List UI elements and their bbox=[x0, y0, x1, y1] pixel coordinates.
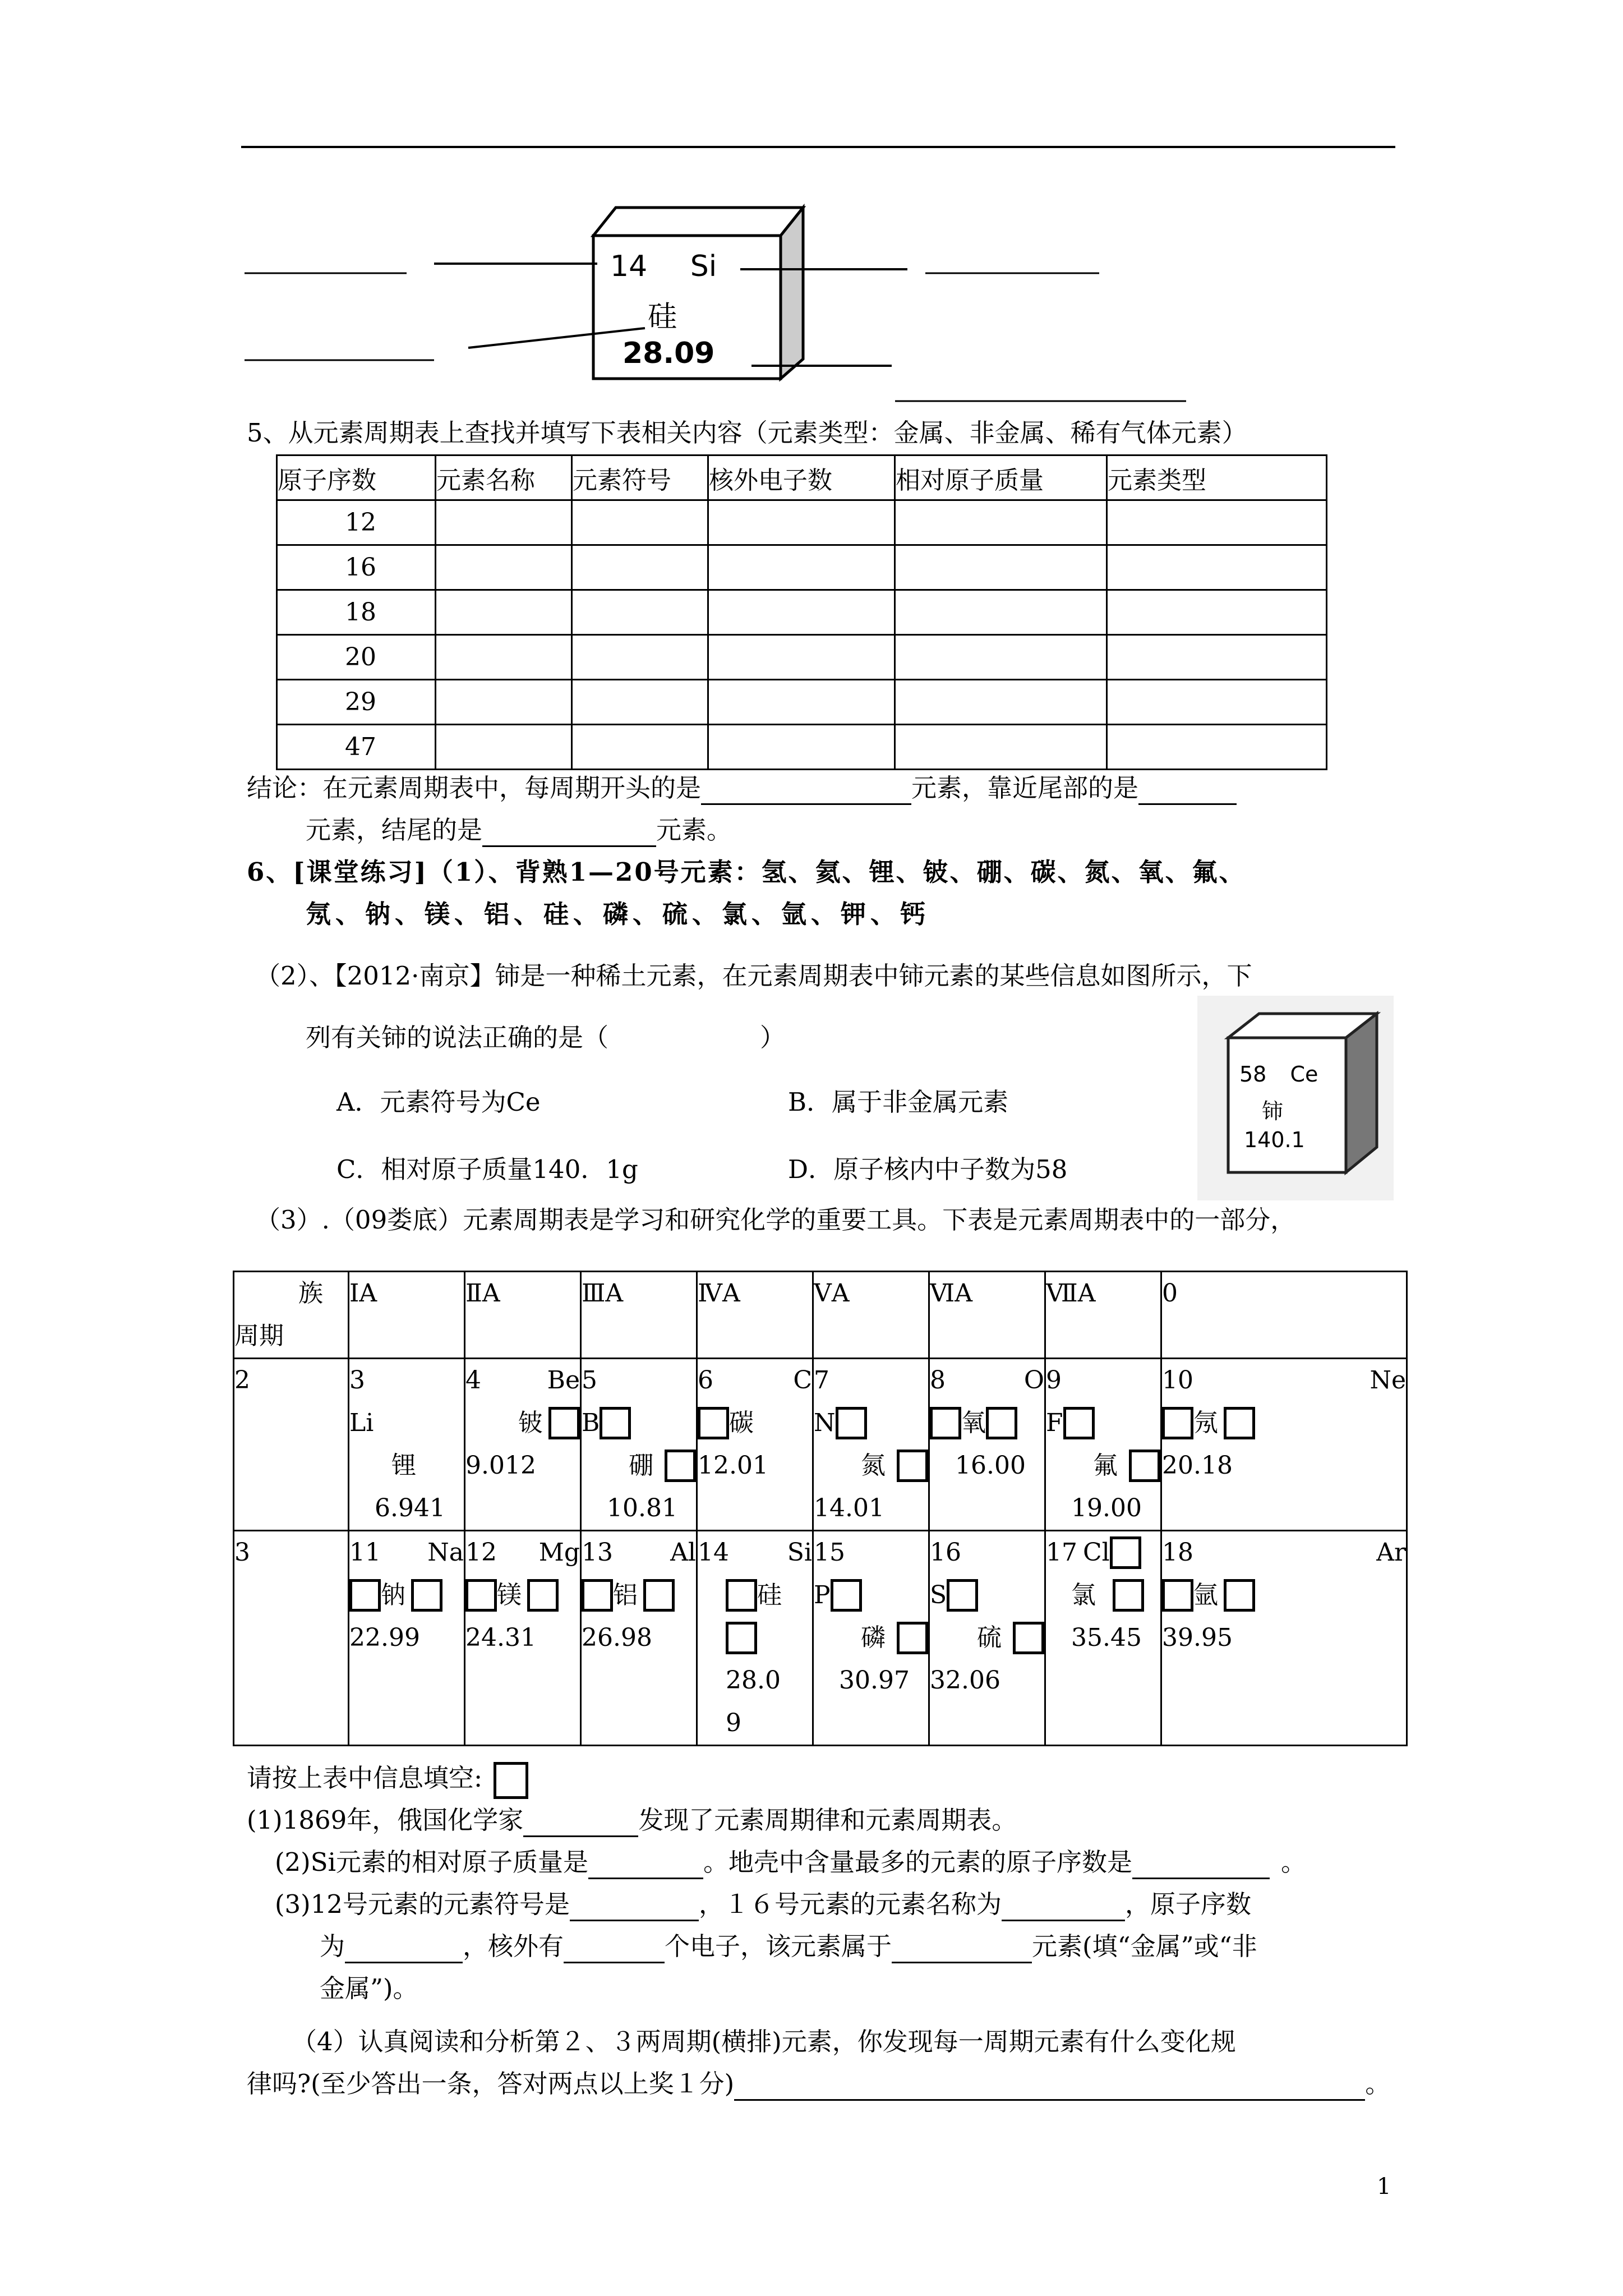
element-symbol: Al bbox=[670, 1538, 696, 1567]
period-2-row bbox=[234, 1359, 1407, 1531]
element-number: 18 bbox=[1162, 1538, 1193, 1567]
si-element-figure bbox=[0, 191, 1623, 415]
element-symbol: Na bbox=[427, 1538, 464, 1567]
fill-text: 元素(填“金属”或“非 bbox=[1032, 1931, 1257, 1961]
answer-checkbox[interactable] bbox=[411, 1579, 442, 1612]
fill-q1 bbox=[247, 1803, 1017, 1837]
answer-checkbox[interactable] bbox=[726, 1579, 757, 1612]
conclusion-text: 元素，靠近尾部的是 bbox=[911, 773, 1139, 803]
answer-cell[interactable] bbox=[1107, 635, 1327, 680]
element-info-table bbox=[276, 454, 1327, 770]
element-cell-n bbox=[813, 1359, 929, 1531]
answer-checkbox[interactable] bbox=[665, 1450, 696, 1482]
element-name: 氯 bbox=[1071, 1581, 1096, 1609]
fill-text: 。 bbox=[1365, 2069, 1391, 2099]
question-6-2-line-2: 列有关铈的说法正确的是（ ） bbox=[306, 1023, 786, 1052]
fill-q4-line-1: （4）认真阅读和分析第２、３两周期(横排)元素，你发现每一周期元素有什么变化规 bbox=[292, 2027, 1236, 2056]
element-mass: 35.45 bbox=[1071, 1623, 1142, 1652]
element-name: 氟 bbox=[1093, 1451, 1118, 1480]
answer-blank[interactable] bbox=[523, 1807, 638, 1837]
si-number: 14 bbox=[610, 250, 648, 283]
group-header: ⅣA bbox=[697, 1272, 813, 1359]
answer-cell[interactable] bbox=[572, 545, 708, 590]
element-symbol: Mg bbox=[538, 1538, 580, 1567]
element-number: 13 bbox=[582, 1538, 613, 1567]
fill-q3-line-3: 金属”)。 bbox=[320, 1973, 418, 2003]
answer-cell[interactable] bbox=[895, 635, 1107, 680]
fill-text: ，原子序数 bbox=[1125, 1889, 1252, 1919]
question-6-3-line-1: （3）.（09娄底）元素周期表是学习和研究化学的重要工具。下表是元素周期表中的一部分， bbox=[255, 1205, 1296, 1235]
si-name: 硅 bbox=[648, 300, 677, 334]
element-cell-c bbox=[697, 1359, 813, 1531]
ce-symbol: Ce bbox=[1290, 1062, 1318, 1087]
element-name: 硼 bbox=[629, 1451, 653, 1480]
element-symbol: Be bbox=[547, 1366, 580, 1395]
table-header: 原子序数 bbox=[277, 455, 436, 500]
group-header: ⅦA bbox=[1045, 1272, 1161, 1359]
group-header: ⅢA bbox=[581, 1272, 697, 1359]
answer-cell[interactable] bbox=[708, 635, 895, 680]
element-number: 17 bbox=[1046, 1538, 1077, 1567]
answer-checkbox[interactable] bbox=[1110, 1536, 1141, 1569]
answer-blank[interactable] bbox=[1002, 1892, 1125, 1921]
element-cell-ne bbox=[1161, 1359, 1407, 1531]
atomic-number-cell: 29 bbox=[277, 680, 436, 725]
element-name: 铍 bbox=[518, 1409, 543, 1437]
fill-q3-line-2 bbox=[320, 1930, 1257, 1963]
element-name: 氮 bbox=[861, 1451, 886, 1480]
option-b[interactable]: B．属于非金属元素 bbox=[788, 1087, 1009, 1117]
element-number: 12 bbox=[465, 1538, 497, 1567]
answer-checkbox[interactable] bbox=[1224, 1579, 1255, 1612]
element-cell-cl bbox=[1045, 1531, 1161, 1746]
answer-checkbox[interactable] bbox=[726, 1622, 757, 1654]
answer-cell[interactable] bbox=[572, 680, 708, 725]
answer-checkbox[interactable] bbox=[465, 1579, 497, 1612]
ce-element-figure bbox=[1197, 996, 1394, 1200]
table-row bbox=[277, 635, 1327, 680]
answer-cell[interactable] bbox=[436, 545, 572, 590]
answer-cell[interactable] bbox=[572, 635, 708, 680]
element-cell-p bbox=[813, 1531, 929, 1746]
ce-number: 58 bbox=[1239, 1062, 1267, 1087]
element-cell-s bbox=[929, 1531, 1045, 1746]
answer-cell[interactable] bbox=[436, 680, 572, 725]
answer-checkbox[interactable] bbox=[527, 1579, 559, 1612]
element-number: 10 bbox=[1162, 1366, 1193, 1395]
ce-mass: 140.1 bbox=[1244, 1128, 1305, 1152]
atomic-number-cell: 16 bbox=[277, 545, 436, 590]
fill-text: (2)Si元素的相对原子质量是 bbox=[275, 1847, 588, 1877]
header-corner bbox=[234, 1272, 349, 1359]
option-a[interactable]: A．元素符号为Ce bbox=[336, 1087, 541, 1117]
fill-text: 。地壳中含量最多的元素的原子序数是 bbox=[703, 1847, 1132, 1877]
element-symbol: Ne bbox=[1370, 1366, 1406, 1395]
element-symbol: B bbox=[582, 1409, 600, 1437]
group-header: ⅥA bbox=[929, 1272, 1045, 1359]
answer-cell[interactable] bbox=[572, 725, 708, 770]
element-mass: 39.95 bbox=[1162, 1623, 1233, 1652]
element-mass: 16.00 bbox=[955, 1451, 1026, 1480]
answer-cell[interactable] bbox=[708, 545, 895, 590]
answer-cell[interactable] bbox=[436, 725, 572, 770]
answer-checkbox[interactable] bbox=[930, 1407, 961, 1439]
element-mass: 30.97 bbox=[839, 1666, 910, 1695]
element-mass: 28.0 bbox=[726, 1666, 781, 1695]
answer-checkbox[interactable] bbox=[548, 1407, 580, 1439]
element-name: 氩 bbox=[1193, 1581, 1218, 1609]
answer-blank[interactable] bbox=[345, 1934, 463, 1963]
element-number: 16 bbox=[930, 1538, 961, 1567]
answer-cell[interactable] bbox=[1107, 500, 1327, 545]
answer-blank[interactable] bbox=[564, 1934, 665, 1963]
table-row bbox=[277, 545, 1327, 590]
atomic-number-cell: 47 bbox=[277, 725, 436, 770]
element-cell-f bbox=[1045, 1359, 1161, 1531]
answer-blank[interactable] bbox=[1138, 775, 1237, 805]
element-number: 11 bbox=[349, 1538, 381, 1567]
group-header: ⅤA bbox=[813, 1272, 929, 1359]
fill-text: 为 bbox=[320, 1931, 345, 1961]
element-mass: 32.06 bbox=[930, 1666, 1000, 1695]
answer-blank[interactable] bbox=[570, 1892, 699, 1921]
group-header: ⅠA bbox=[349, 1272, 465, 1359]
answer-blank[interactable] bbox=[701, 775, 911, 805]
element-mass: 24.31 bbox=[465, 1623, 536, 1652]
element-symbol: O bbox=[1023, 1366, 1044, 1395]
fill-text: 发现了元素周期律和元素周期表。 bbox=[638, 1805, 1017, 1835]
answer-checkbox[interactable] bbox=[494, 1762, 528, 1799]
fill-text: ，１６号元素的元素名称为 bbox=[699, 1889, 1002, 1919]
element-number: 8 bbox=[930, 1366, 946, 1395]
conclusion-text: 元素，结尾的是 bbox=[306, 815, 483, 845]
element-name: 碳 bbox=[729, 1409, 754, 1437]
element-number: 14 bbox=[698, 1538, 729, 1567]
question-6-line-1: 6、[课堂练习]（1）、背熟1—20号元素：氢、氦、锂、铍、硼、碳、氮、氧、氟、 bbox=[247, 857, 1246, 887]
answer-cell[interactable] bbox=[436, 635, 572, 680]
group-header-row bbox=[234, 1272, 1407, 1359]
header-zhouqi: 周期 bbox=[234, 1322, 284, 1350]
table-row bbox=[277, 500, 1327, 545]
answer-checkbox[interactable] bbox=[1162, 1407, 1193, 1439]
fill-text: 律吗?(至少答出一条，答对两点以上奖１分) bbox=[247, 2069, 735, 2099]
fill-q3-line-1 bbox=[275, 1888, 1251, 1921]
table-header: 相对原子质量 bbox=[895, 455, 1107, 500]
answer-checkbox[interactable] bbox=[600, 1407, 631, 1439]
element-number: 4 bbox=[465, 1366, 481, 1395]
answer-checkbox[interactable] bbox=[986, 1407, 1017, 1439]
element-cell-al bbox=[581, 1531, 697, 1746]
answer-cell[interactable] bbox=[1107, 725, 1327, 770]
fill-text: 。 bbox=[1280, 1847, 1306, 1877]
element-number: 9 bbox=[1046, 1366, 1062, 1395]
answer-cell[interactable] bbox=[436, 590, 572, 635]
page-number: 1 bbox=[1377, 2174, 1391, 2200]
ce-name: 铈 bbox=[1262, 1099, 1284, 1124]
answer-checkbox[interactable] bbox=[643, 1579, 675, 1612]
fill-intro bbox=[247, 1761, 528, 1799]
header-rule bbox=[241, 146, 1395, 148]
element-number: 6 bbox=[698, 1366, 713, 1395]
element-name: 镁 bbox=[497, 1581, 522, 1609]
element-mass: 19.00 bbox=[1071, 1494, 1142, 1522]
element-name: 铝 bbox=[613, 1581, 638, 1609]
element-name: 锂 bbox=[391, 1451, 416, 1480]
period-label: 2 bbox=[234, 1359, 349, 1531]
answer-blank[interactable] bbox=[1132, 1849, 1270, 1879]
period-label: 3 bbox=[234, 1531, 349, 1746]
element-cell-b bbox=[581, 1359, 697, 1531]
answer-cell[interactable] bbox=[708, 680, 895, 725]
element-number: 5 bbox=[582, 1366, 597, 1395]
element-name: 硅 bbox=[757, 1581, 782, 1609]
element-mass: 6.941 bbox=[375, 1494, 445, 1522]
answer-checkbox[interactable] bbox=[1162, 1579, 1193, 1612]
element-mass: 22.99 bbox=[349, 1623, 420, 1652]
conclusion-line-1 bbox=[247, 771, 1237, 805]
element-mass-cont: 9 bbox=[726, 1709, 741, 1737]
fill-text: ，核外有 bbox=[463, 1931, 564, 1961]
answer-checkbox[interactable] bbox=[1129, 1450, 1160, 1482]
fill-text: (3)12号元素的元素符号是 bbox=[275, 1889, 570, 1919]
si-symbol: Si bbox=[690, 250, 717, 283]
element-cell-o bbox=[929, 1359, 1045, 1531]
option-c[interactable]: C．相对原子质量140．1g bbox=[336, 1154, 638, 1184]
answer-checkbox[interactable] bbox=[1113, 1579, 1144, 1612]
table-header: 核外电子数 bbox=[708, 455, 895, 500]
answer-cell[interactable] bbox=[708, 500, 895, 545]
answer-cell[interactable] bbox=[895, 590, 1107, 635]
table-row bbox=[277, 590, 1327, 635]
element-name: 钠 bbox=[381, 1581, 405, 1609]
table-row bbox=[277, 725, 1327, 770]
element-number: 3 bbox=[349, 1366, 365, 1395]
answer-checkbox[interactable] bbox=[947, 1579, 978, 1612]
element-name: 氖 bbox=[1193, 1409, 1218, 1437]
element-number: 7 bbox=[814, 1366, 829, 1395]
element-cell-mg bbox=[465, 1531, 581, 1746]
table-header: 元素类型 bbox=[1107, 455, 1327, 500]
answer-checkbox[interactable] bbox=[349, 1579, 381, 1612]
atomic-number-cell: 12 bbox=[277, 500, 436, 545]
element-mass: 26.98 bbox=[582, 1623, 652, 1652]
element-symbol: Cl bbox=[1083, 1538, 1110, 1567]
element-cell-si bbox=[697, 1531, 813, 1746]
element-symbol: Li bbox=[349, 1409, 374, 1437]
answer-cell[interactable] bbox=[708, 590, 895, 635]
answer-checkbox[interactable] bbox=[582, 1579, 613, 1612]
element-symbol: S bbox=[930, 1581, 947, 1609]
element-mass: 12.01 bbox=[698, 1451, 768, 1480]
element-mass: 20.18 bbox=[1162, 1451, 1233, 1480]
option-d[interactable]: D．原子核内中子数为58 bbox=[788, 1154, 1068, 1184]
conclusion-line-2 bbox=[306, 813, 732, 847]
element-cell-na bbox=[349, 1531, 465, 1746]
answer-checkbox[interactable] bbox=[831, 1579, 862, 1612]
element-cell-be bbox=[465, 1359, 581, 1531]
period-3-row bbox=[234, 1531, 1407, 1746]
answer-blank[interactable] bbox=[734, 2071, 1365, 2101]
question-6-2-line-1: （2）、【2012·南京】铈是一种稀土元素，在元素周期表中铈元素的某些信息如图所示，下 bbox=[255, 961, 1252, 991]
table-row bbox=[277, 680, 1327, 725]
answer-cell[interactable] bbox=[895, 500, 1107, 545]
element-symbol: F bbox=[1046, 1409, 1063, 1437]
element-symbol: Ar bbox=[1376, 1538, 1406, 1567]
element-cell-li bbox=[349, 1359, 465, 1531]
table-header: 元素符号 bbox=[572, 455, 708, 500]
answer-checkbox[interactable] bbox=[836, 1407, 867, 1439]
question-6-line-2: 氖、钠、镁、铝、硅、磷、硫、氯、氩、钾、钙 bbox=[306, 899, 930, 929]
answer-cell[interactable] bbox=[1107, 680, 1327, 725]
answer-checkbox[interactable] bbox=[1013, 1622, 1044, 1654]
answer-cell[interactable] bbox=[895, 545, 1107, 590]
group-header: ⅡA bbox=[465, 1272, 581, 1359]
answer-checkbox[interactable] bbox=[897, 1622, 928, 1654]
fill-text: (1)1869年，俄国化学家 bbox=[247, 1805, 524, 1835]
element-name: 硫 bbox=[977, 1623, 1002, 1652]
answer-cell[interactable] bbox=[708, 725, 895, 770]
element-symbol: N bbox=[814, 1409, 836, 1437]
question-5: 5、从元素周期表上查找并填写下表相关内容（元素类型：金属、非金属、稀有气体元素） bbox=[247, 418, 1247, 448]
element-cell-ar bbox=[1161, 1531, 1407, 1746]
group-header: 0 bbox=[1161, 1272, 1407, 1359]
element-mass: 14.01 bbox=[814, 1494, 884, 1522]
answer-cell[interactable] bbox=[572, 590, 708, 635]
element-name: 磷 bbox=[861, 1623, 886, 1652]
conclusion-text: 结论：在元素周期表中，每周期开头的是 bbox=[247, 773, 702, 803]
element-symbol: P bbox=[814, 1581, 831, 1609]
answer-cell[interactable] bbox=[436, 500, 572, 545]
fill-intro-text: 请按上表中信息填空: bbox=[247, 1763, 483, 1793]
header-zu: 族 bbox=[298, 1279, 323, 1308]
fill-text: 个电子，该元素属于 bbox=[665, 1931, 892, 1961]
atomic-number-cell: 20 bbox=[277, 635, 436, 680]
table-header-row bbox=[277, 455, 1327, 500]
answer-cell[interactable] bbox=[895, 680, 1107, 725]
answer-blank[interactable] bbox=[482, 817, 656, 847]
element-name: 氧 bbox=[961, 1409, 986, 1437]
answer-blank[interactable] bbox=[588, 1849, 703, 1879]
atomic-number-cell: 18 bbox=[277, 590, 436, 635]
conclusion-text: 元素。 bbox=[656, 815, 732, 845]
answer-blank[interactable] bbox=[892, 1934, 1032, 1963]
fill-q4-line-2 bbox=[247, 2067, 1390, 2101]
answer-checkbox[interactable] bbox=[897, 1450, 928, 1482]
answer-cell[interactable] bbox=[1107, 590, 1327, 635]
element-symbol: C bbox=[793, 1366, 812, 1395]
element-mass: 10.81 bbox=[607, 1494, 677, 1522]
answer-checkbox[interactable] bbox=[1063, 1407, 1095, 1439]
answer-cell[interactable] bbox=[1107, 545, 1327, 590]
si-mass: 28.09 bbox=[623, 337, 715, 370]
answer-cell[interactable] bbox=[572, 500, 708, 545]
table-header: 元素名称 bbox=[436, 455, 572, 500]
answer-cell[interactable] bbox=[895, 725, 1107, 770]
answer-checkbox[interactable] bbox=[698, 1407, 729, 1439]
element-mass: 9.012 bbox=[465, 1451, 536, 1480]
fill-q2 bbox=[275, 1846, 1306, 1879]
element-symbol: Si bbox=[787, 1538, 812, 1567]
element-number: 15 bbox=[814, 1538, 845, 1567]
periodic-table-excerpt bbox=[233, 1271, 1408, 1746]
answer-checkbox[interactable] bbox=[1224, 1407, 1255, 1439]
